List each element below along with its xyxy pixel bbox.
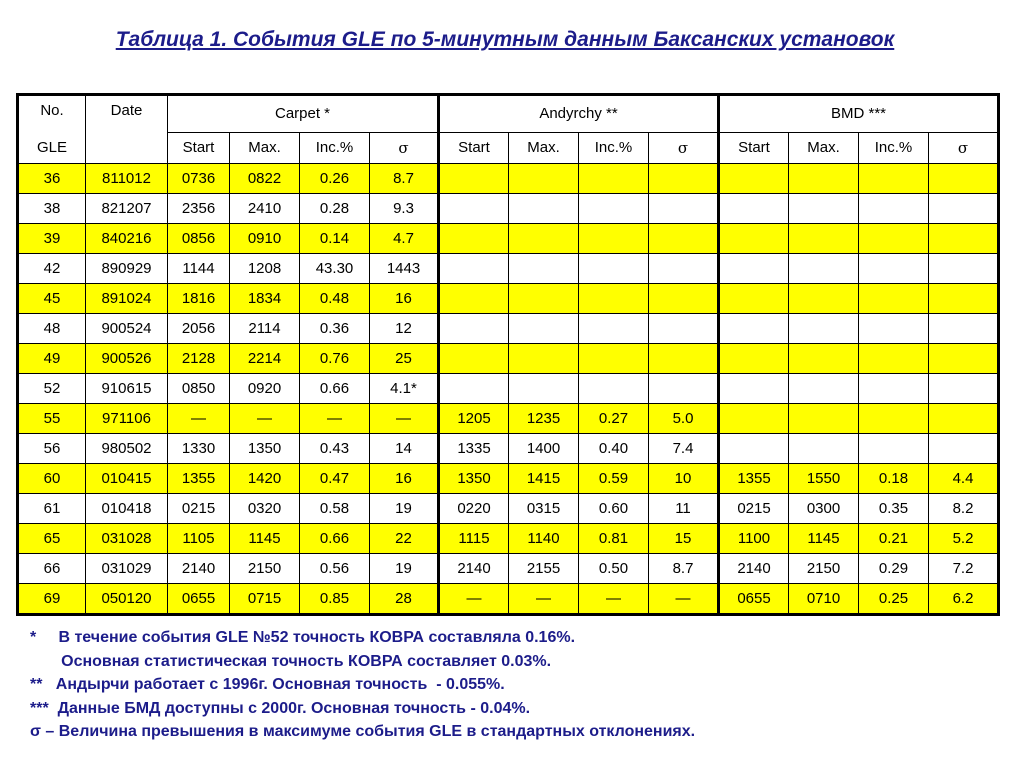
cell-andyrchy-max xyxy=(509,373,579,403)
table-row xyxy=(18,433,999,463)
cell-bmd-max xyxy=(789,343,859,373)
cell-carpet-sigma: 12 xyxy=(370,313,439,343)
cell-bmd-start: 0215 xyxy=(719,493,789,523)
cell-bmd-sigma xyxy=(929,343,999,373)
cell-andyrchy-start: 1350 xyxy=(439,463,509,493)
cell-carpet-inc: 0.43 xyxy=(300,433,370,463)
cell-andyrchy-max xyxy=(509,163,579,193)
cell-carpet-max: 2114 xyxy=(230,313,300,343)
cell-andyrchy-sigma xyxy=(649,373,719,403)
header-andyrchy-max: Max. xyxy=(509,132,579,163)
cell-carpet-start: 2140 xyxy=(168,553,230,583)
cell-carpet-max: 2150 xyxy=(230,553,300,583)
cell-andyrchy-start xyxy=(439,373,509,403)
cell-date: 010418 xyxy=(86,493,168,523)
cell-bmd-inc xyxy=(859,283,929,313)
table-row xyxy=(18,493,999,523)
cell-carpet-start: 1144 xyxy=(168,253,230,283)
cell-carpet-sigma: 19 xyxy=(370,553,439,583)
cell-bmd-inc: 0.21 xyxy=(859,523,929,553)
cell-gle-no: 48 xyxy=(18,313,86,343)
cell-bmd-start: 1100 xyxy=(719,523,789,553)
cell-andyrchy-sigma xyxy=(649,163,719,193)
cell-carpet-inc: 43.30 xyxy=(300,253,370,283)
cell-date: 900524 xyxy=(86,313,168,343)
cell-gle-no: 69 xyxy=(18,583,86,614)
cell-andyrchy-sigma: 5.0 xyxy=(649,403,719,433)
cell-bmd-inc xyxy=(859,373,929,403)
cell-andyrchy-max: 1235 xyxy=(509,403,579,433)
cell-andyrchy-max: — xyxy=(509,583,579,614)
cell-bmd-max xyxy=(789,313,859,343)
cell-andyrchy-sigma xyxy=(649,343,719,373)
cell-bmd-inc xyxy=(859,193,929,223)
cell-carpet-sigma: 16 xyxy=(370,283,439,313)
cell-bmd-sigma xyxy=(929,433,999,463)
table-row xyxy=(18,343,999,373)
cell-bmd-max xyxy=(789,373,859,403)
cell-bmd-start xyxy=(719,163,789,193)
cell-andyrchy-max xyxy=(509,253,579,283)
cell-carpet-start: 2056 xyxy=(168,313,230,343)
cell-andyrchy-max xyxy=(509,283,579,313)
cell-carpet-inc: 0.85 xyxy=(300,583,370,614)
header-carpet-max: Max. xyxy=(230,132,300,163)
cell-gle-no: 52 xyxy=(18,373,86,403)
cell-bmd-start xyxy=(719,253,789,283)
cell-bmd-max: 0300 xyxy=(789,493,859,523)
cell-bmd-sigma: 6.2 xyxy=(929,583,999,614)
cell-andyrchy-start: 1335 xyxy=(439,433,509,463)
cell-carpet-start: 0736 xyxy=(168,163,230,193)
cell-date: 010415 xyxy=(86,463,168,493)
cell-andyrchy-max: 1415 xyxy=(509,463,579,493)
cell-gle-no: 60 xyxy=(18,463,86,493)
cell-bmd-start xyxy=(719,343,789,373)
footnotes xyxy=(30,626,695,744)
cell-andyrchy-sigma xyxy=(649,283,719,313)
cell-andyrchy-max: 2155 xyxy=(509,553,579,583)
cell-bmd-max xyxy=(789,253,859,283)
cell-date: 821207 xyxy=(86,193,168,223)
cell-carpet-sigma: 4.7 xyxy=(370,223,439,253)
cell-carpet-sigma: 1443 xyxy=(370,253,439,283)
cell-andyrchy-start xyxy=(439,163,509,193)
gle-events-table xyxy=(16,93,1000,616)
cell-andyrchy-sigma: 10 xyxy=(649,463,719,493)
cell-carpet-inc: 0.56 xyxy=(300,553,370,583)
cell-date: 980502 xyxy=(86,433,168,463)
cell-carpet-inc: 0.26 xyxy=(300,163,370,193)
cell-andyrchy-inc: 0.59 xyxy=(579,463,649,493)
cell-bmd-inc xyxy=(859,403,929,433)
cell-carpet-start: 1816 xyxy=(168,283,230,313)
cell-andyrchy-inc: — xyxy=(579,583,649,614)
cell-andyrchy-inc: 0.60 xyxy=(579,493,649,523)
cell-carpet-inc: 0.28 xyxy=(300,193,370,223)
cell-carpet-sigma: 25 xyxy=(370,343,439,373)
cell-andyrchy-start: 0220 xyxy=(439,493,509,523)
table-row xyxy=(18,523,999,553)
cell-date: 840216 xyxy=(86,223,168,253)
cell-carpet-max: 1350 xyxy=(230,433,300,463)
cell-carpet-sigma: 16 xyxy=(370,463,439,493)
cell-andyrchy-max xyxy=(509,343,579,373)
cell-bmd-max: 2150 xyxy=(789,553,859,583)
cell-andyrchy-inc: 0.81 xyxy=(579,523,649,553)
cell-andyrchy-inc xyxy=(579,343,649,373)
cell-date: 050120 xyxy=(86,583,168,614)
cell-bmd-sigma xyxy=(929,193,999,223)
table-row xyxy=(18,553,999,583)
header-date: Date xyxy=(86,95,168,164)
cell-gle-no: 61 xyxy=(18,493,86,523)
cell-carpet-start: 0856 xyxy=(168,223,230,253)
cell-andyrchy-inc xyxy=(579,283,649,313)
cell-bmd-inc xyxy=(859,343,929,373)
cell-bmd-max: 0710 xyxy=(789,583,859,614)
header-andyrchy-inc: Inc.% xyxy=(579,132,649,163)
table-row xyxy=(18,283,999,313)
cell-andyrchy-sigma xyxy=(649,193,719,223)
cell-carpet-start: 2128 xyxy=(168,343,230,373)
cell-carpet-sigma: — xyxy=(370,403,439,433)
cell-gle-no: 42 xyxy=(18,253,86,283)
cell-andyrchy-start xyxy=(439,283,509,313)
cell-bmd-sigma xyxy=(929,403,999,433)
header-bmd-max: Max. xyxy=(789,132,859,163)
cell-carpet-inc: 0.47 xyxy=(300,463,370,493)
cell-date: 900526 xyxy=(86,343,168,373)
footnote-bmd: *** Данные БМД доступны с 2000г. Основная точность - 0.04%. xyxy=(30,699,531,717)
cell-bmd-sigma xyxy=(929,163,999,193)
table-title: Таблица 1. События GLE по 5-минутным данным Баксанских установок xyxy=(115,28,895,51)
cell-date: 891024 xyxy=(86,283,168,313)
cell-carpet-start: 0850 xyxy=(168,373,230,403)
cell-carpet-inc: 0.58 xyxy=(300,493,370,523)
cell-carpet-max: 0910 xyxy=(230,223,300,253)
cell-carpet-inc: — xyxy=(300,403,370,433)
table-row xyxy=(18,313,999,343)
cell-bmd-max xyxy=(789,223,859,253)
cell-carpet-sigma: 19 xyxy=(370,493,439,523)
cell-bmd-inc xyxy=(859,313,929,343)
cell-bmd-sigma xyxy=(929,253,999,283)
cell-carpet-start: 1330 xyxy=(168,433,230,463)
cell-bmd-start xyxy=(719,373,789,403)
header-bmd-sigma: σ xyxy=(929,132,999,163)
cell-bmd-inc xyxy=(859,223,929,253)
cell-carpet-inc: 0.36 xyxy=(300,313,370,343)
cell-andyrchy-inc xyxy=(579,223,649,253)
cell-carpet-max: 1420 xyxy=(230,463,300,493)
cell-date: 890929 xyxy=(86,253,168,283)
cell-bmd-start xyxy=(719,193,789,223)
cell-bmd-max xyxy=(789,283,859,313)
cell-carpet-max: 0822 xyxy=(230,163,300,193)
cell-bmd-max xyxy=(789,433,859,463)
cell-carpet-sigma: 8.7 xyxy=(370,163,439,193)
cell-bmd-sigma: 7.2 xyxy=(929,553,999,583)
cell-carpet-max: 1208 xyxy=(230,253,300,283)
cell-bmd-start xyxy=(719,403,789,433)
cell-bmd-inc xyxy=(859,433,929,463)
cell-carpet-max: 0715 xyxy=(230,583,300,614)
cell-carpet-start: 2356 xyxy=(168,193,230,223)
cell-carpet-max: 0920 xyxy=(230,373,300,403)
cell-date: 031028 xyxy=(86,523,168,553)
header-andyrchy-start: Start xyxy=(439,132,509,163)
cell-bmd-sigma xyxy=(929,373,999,403)
footnote-sigma: σ – Величина превышения в максимуме события GLE в стандартных отклонениях. xyxy=(30,723,696,740)
cell-andyrchy-max: 0315 xyxy=(509,493,579,523)
header-carpet: Carpet * xyxy=(168,95,439,133)
cell-andyrchy-max xyxy=(509,223,579,253)
header-carpet-sigma: σ xyxy=(370,132,439,163)
cell-andyrchy-inc xyxy=(579,313,649,343)
cell-bmd-max xyxy=(789,193,859,223)
cell-carpet-inc: 0.14 xyxy=(300,223,370,253)
cell-andyrchy-start xyxy=(439,193,509,223)
cell-andyrchy-max xyxy=(509,313,579,343)
cell-gle-no: 45 xyxy=(18,283,86,313)
cell-date: 031029 xyxy=(86,553,168,583)
cell-bmd-start xyxy=(719,313,789,343)
cell-gle-no: 65 xyxy=(18,523,86,553)
cell-gle-no: 56 xyxy=(18,433,86,463)
cell-carpet-inc: 0.66 xyxy=(300,373,370,403)
header-gle: GLE xyxy=(18,132,86,163)
cell-andyrchy-start xyxy=(439,253,509,283)
cell-andyrchy-max xyxy=(509,193,579,223)
cell-andyrchy-inc xyxy=(579,193,649,223)
cell-bmd-sigma xyxy=(929,223,999,253)
header-bmd-start: Start xyxy=(719,132,789,163)
table-row xyxy=(18,463,999,493)
cell-andyrchy-inc: 0.40 xyxy=(579,433,649,463)
footnote-andyrchy: ** Андырчи работает с 1996г. Основная точность - 0.055%. xyxy=(30,676,505,693)
cell-carpet-max: 2214 xyxy=(230,343,300,373)
cell-andyrchy-inc xyxy=(579,253,649,283)
cell-andyrchy-inc xyxy=(579,373,649,403)
cell-andyrchy-max: 1400 xyxy=(509,433,579,463)
header-bmd: BMD *** xyxy=(719,95,999,133)
cell-date: 910615 xyxy=(86,373,168,403)
cell-andyrchy-inc: 0.27 xyxy=(579,403,649,433)
cell-bmd-start: 1355 xyxy=(719,463,789,493)
header-carpet-inc: Inc.% xyxy=(300,132,370,163)
cell-bmd-start xyxy=(719,223,789,253)
cell-carpet-max: 0320 xyxy=(230,493,300,523)
cell-andyrchy-start: 2140 xyxy=(439,553,509,583)
cell-carpet-max: 1834 xyxy=(230,283,300,313)
cell-carpet-start: 0655 xyxy=(168,583,230,614)
cell-bmd-max xyxy=(789,163,859,193)
cell-andyrchy-start: 1205 xyxy=(439,403,509,433)
cell-carpet-sigma: 22 xyxy=(370,523,439,553)
header-andyrchy-sigma: σ xyxy=(649,132,719,163)
cell-carpet-max: 2410 xyxy=(230,193,300,223)
cell-andyrchy-sigma: 8.7 xyxy=(649,553,719,583)
table-row xyxy=(18,193,999,223)
cell-andyrchy-inc xyxy=(579,163,649,193)
cell-andyrchy-start: — xyxy=(439,583,509,614)
header-andyrchy: Andyrchy ** xyxy=(439,95,719,133)
cell-carpet-inc: 0.66 xyxy=(300,523,370,553)
table-body xyxy=(18,163,999,614)
cell-bmd-sigma xyxy=(929,313,999,343)
cell-andyrchy-start: 1115 xyxy=(439,523,509,553)
cell-gle-no: 36 xyxy=(18,163,86,193)
footnote-carpet-1: * В течение события GLE №52 точность КОВРА составляла 0.16%. xyxy=(30,629,576,646)
cell-bmd-max xyxy=(789,403,859,433)
cell-bmd-sigma: 5.2 xyxy=(929,523,999,553)
cell-bmd-start: 0655 xyxy=(719,583,789,614)
table-row xyxy=(18,403,999,433)
cell-bmd-inc xyxy=(859,253,929,283)
cell-gle-no: 66 xyxy=(18,553,86,583)
cell-andyrchy-max: 1140 xyxy=(509,523,579,553)
table-row xyxy=(18,253,999,283)
cell-bmd-max: 1550 xyxy=(789,463,859,493)
table-row xyxy=(18,583,999,614)
cell-bmd-sigma xyxy=(929,283,999,313)
cell-bmd-start: 2140 xyxy=(719,553,789,583)
cell-bmd-max: 1145 xyxy=(789,523,859,553)
cell-carpet-inc: 0.76 xyxy=(300,343,370,373)
cell-bmd-start xyxy=(719,433,789,463)
cell-carpet-start: 1355 xyxy=(168,463,230,493)
cell-bmd-start xyxy=(719,283,789,313)
cell-andyrchy-inc: 0.50 xyxy=(579,553,649,583)
cell-gle-no: 39 xyxy=(18,223,86,253)
cell-gle-no: 49 xyxy=(18,343,86,373)
header-no: No. xyxy=(18,95,86,133)
cell-andyrchy-sigma xyxy=(649,253,719,283)
cell-carpet-sigma: 14 xyxy=(370,433,439,463)
table-row xyxy=(18,223,999,253)
cell-andyrchy-sigma xyxy=(649,313,719,343)
footnote-carpet-2: Основная статистическая точность КОВРА составляет 0.03%. xyxy=(30,652,552,670)
cell-andyrchy-sigma xyxy=(649,223,719,253)
cell-gle-no: 38 xyxy=(18,193,86,223)
cell-andyrchy-start xyxy=(439,313,509,343)
cell-carpet-start: 0215 xyxy=(168,493,230,523)
cell-bmd-inc: 0.18 xyxy=(859,463,929,493)
cell-andyrchy-sigma: 11 xyxy=(649,493,719,523)
cell-bmd-inc: 0.29 xyxy=(859,553,929,583)
cell-bmd-inc: 0.25 xyxy=(859,583,929,614)
cell-bmd-inc xyxy=(859,163,929,193)
cell-date: 811012 xyxy=(86,163,168,193)
table-row xyxy=(18,373,999,403)
cell-carpet-inc: 0.48 xyxy=(300,283,370,313)
header-carpet-start: Start xyxy=(168,132,230,163)
cell-gle-no: 55 xyxy=(18,403,86,433)
cell-andyrchy-sigma: 7.4 xyxy=(649,433,719,463)
cell-bmd-sigma: 4.4 xyxy=(929,463,999,493)
cell-carpet-start: 1105 xyxy=(168,523,230,553)
cell-andyrchy-start xyxy=(439,223,509,253)
cell-andyrchy-start xyxy=(439,343,509,373)
cell-carpet-sigma: 28 xyxy=(370,583,439,614)
cell-carpet-start: — xyxy=(168,403,230,433)
cell-carpet-sigma: 4.1* xyxy=(370,373,439,403)
cell-carpet-max: — xyxy=(230,403,300,433)
cell-date: 971106 xyxy=(86,403,168,433)
cell-bmd-sigma: 8.2 xyxy=(929,493,999,523)
cell-bmd-inc: 0.35 xyxy=(859,493,929,523)
cell-carpet-max: 1145 xyxy=(230,523,300,553)
cell-andyrchy-sigma: 15 xyxy=(649,523,719,553)
cell-andyrchy-sigma: — xyxy=(649,583,719,614)
header-bmd-inc: Inc.% xyxy=(859,132,929,163)
cell-carpet-sigma: 9.3 xyxy=(370,193,439,223)
table-row xyxy=(18,163,999,193)
